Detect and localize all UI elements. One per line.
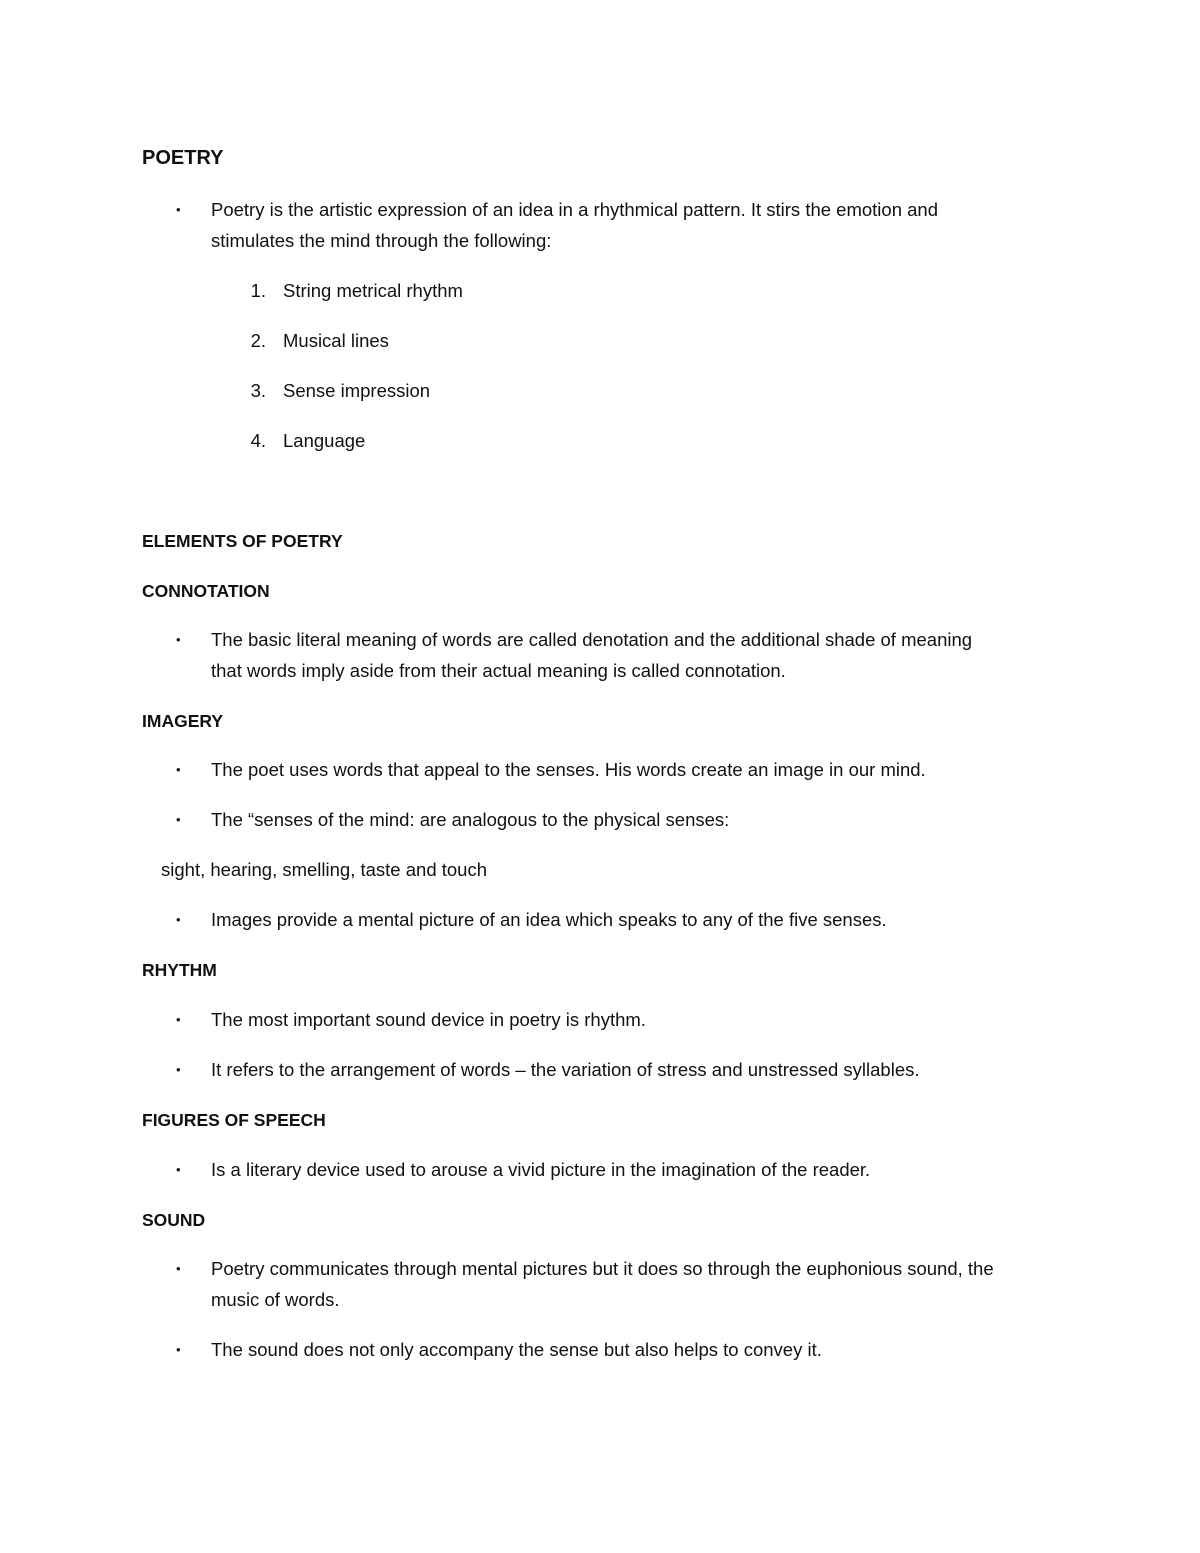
bullet-icon: • [176,1062,181,1077]
bullet-icon: • [176,762,181,777]
rhythm-bullet-1: The most important sound device in poetry is rhythm. [211,1009,646,1030]
intro-bullet-line-1: Poetry is the artistic expression of an idea in a rhythmical pattern. It stirs the emotion and [211,199,938,220]
list-item-number: 3. [250,380,266,401]
section-heading-imagery: IMAGERY [142,711,224,731]
section-heading-elements: ELEMENTS OF POETRY [142,531,343,551]
sound-bullet-line-2: music of words. [211,1289,340,1310]
sound-bullet-line-1: Poetry communicates through mental pictures but it does so through the euphonious sound, the [211,1258,994,1279]
section-heading-rhythm: RHYTHM [142,960,217,980]
bullet-icon: • [176,812,181,827]
section-heading-figures: FIGURES OF SPEECH [142,1110,326,1130]
bullet-icon: • [176,202,181,217]
intro-bullet-line-2: stimulates the mind through the following: [211,230,552,251]
list-item-number: 4. [250,430,266,451]
list-item-text: String metrical rhythm [283,280,463,301]
list-item-number: 2. [250,330,266,351]
page-title: POETRY [142,147,224,169]
list-item-text: Language [283,430,366,451]
bullet-icon: • [176,1342,181,1357]
connotation-bullet-line-1: The basic literal meaning of words are called denotation and the additional shade of meaning [211,629,973,650]
bullet-icon: • [176,1261,181,1276]
imagery-senses-line: sight, hearing, smelling, taste and touch [161,859,487,880]
section-heading-connotation: CONNOTATION [142,581,270,601]
section-heading-sound: SOUND [142,1210,206,1230]
figures-bullet-1: Is a literary device used to arouse a vivid picture in the imagination of the reader. [211,1159,871,1180]
list-item-number: 1. [250,280,266,301]
bullet-icon: • [176,632,181,647]
connotation-bullet-line-2: that words imply aside from their actual meaning is called connotation. [211,660,786,681]
bullet-icon: • [176,1012,181,1027]
bullet-icon: • [176,912,181,927]
imagery-bullet-1: The poet uses words that appeal to the senses. His words create an image in our mind. [211,759,926,780]
list-item-text: Musical lines [283,330,389,351]
bullet-icon: • [176,1162,181,1177]
imagery-bullet-2: The “senses of the mind: are analogous to the physical senses: [211,809,730,830]
rhythm-bullet-2: It refers to the arrangement of words – the variation of stress and unstressed syllables. [211,1059,920,1080]
sound-bullet-2: The sound does not only accompany the sense but also helps to convey it. [211,1339,822,1360]
list-item-text: Sense impression [283,380,431,401]
imagery-bullet-3: Images provide a mental picture of an idea which speaks to any of the five senses. [211,909,887,930]
